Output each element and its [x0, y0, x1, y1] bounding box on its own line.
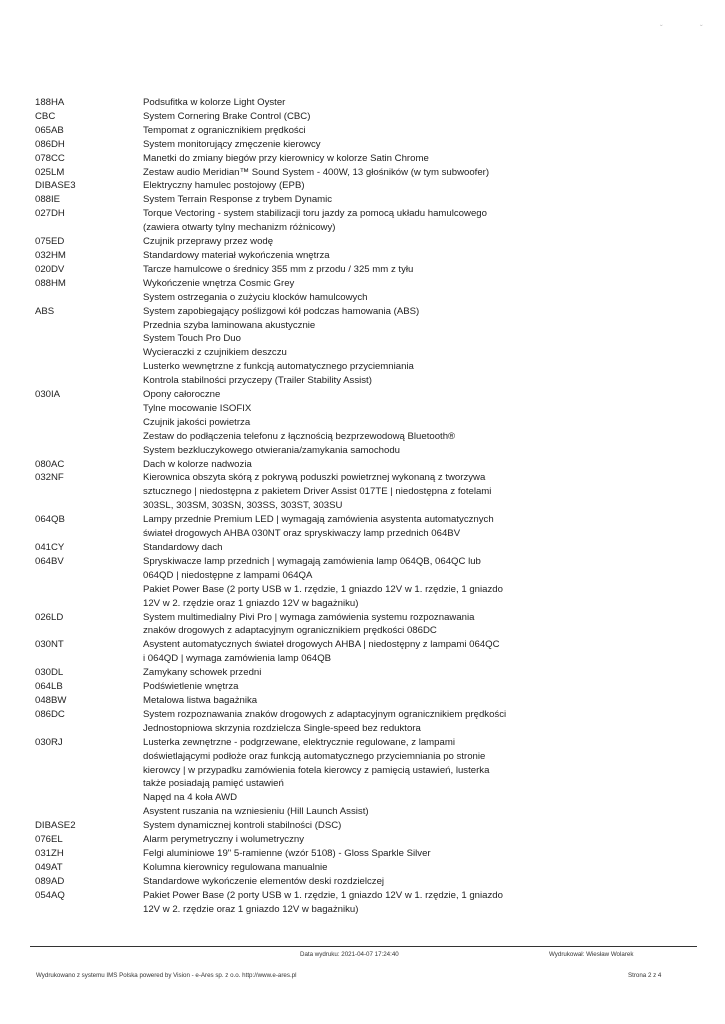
option-description: System monitorujący zmęczenie kierowcy: [143, 138, 321, 150]
equipment-row: [35, 124, 695, 138]
option-description: świateł drogowych AHBA 030NT oraz spryskiwaczy lamp przednich 064BV: [143, 528, 461, 540]
equipment-row: [35, 750, 695, 764]
option-code: 027DH: [35, 208, 65, 220]
option-description: i 064QD | wymaga zamówienia lamp 064QB: [143, 653, 332, 665]
option-code: [35, 805, 143, 819]
option-description: Pakiet Power Base (2 porty USB w 1. rzędzie, 1 gniazdo 12V w 1. rzędzie, 1 gniazdo: [143, 889, 503, 901]
option-code: 088IE: [35, 194, 61, 206]
option-description: Torque Vectoring - system stabilizacji toru jazdy za pomocą układu hamulcowego: [143, 208, 487, 220]
equipment-row: [35, 360, 695, 374]
option-code: 086DH: [35, 138, 65, 150]
option-code: [35, 221, 143, 235]
equipment-row: [35, 638, 695, 652]
option-code: [35, 291, 143, 305]
equipment-row: [35, 569, 695, 583]
equipment-row: [35, 875, 695, 889]
option-code: 030NT: [35, 639, 64, 651]
option-description: System Cornering Brake Control (CBC): [143, 110, 311, 122]
equipment-row: [35, 374, 695, 388]
option-code: 025LM: [35, 166, 65, 178]
equipment-row: [35, 680, 695, 694]
equipment-row: [35, 764, 695, 778]
option-description: (zawiera otwarty tylny mechanizm różnicowy): [143, 222, 336, 234]
equipment-row: [35, 346, 695, 360]
equipment-row: [35, 833, 695, 847]
option-code: CBC: [35, 110, 56, 122]
option-description: Zestaw audio Meridian™ Sound System - 400W, 13 głośników (w tym subwoofer): [143, 166, 490, 178]
equipment-row: [35, 597, 695, 611]
equipment-row: [35, 458, 695, 472]
option-description: kierowcy | w przypadku zamówienia fotela kierowcy z pamięcią ustawień, lusterka: [143, 764, 490, 776]
scan-mark: ˇ: [700, 24, 703, 33]
print-date: Data wydruku: 2021-04-07 17:24:40: [300, 951, 399, 958]
option-description: 12V w 2. rzędzie oraz 1 gniazdo 12V w bagażniku): [143, 597, 359, 609]
option-code: 030IA: [35, 389, 61, 401]
equipment-row: [35, 193, 695, 207]
option-code: DIBASE3: [35, 180, 76, 192]
option-code: [35, 722, 143, 736]
option-description: Dach w kolorze nadwozia: [143, 458, 252, 470]
option-code: 080AC: [35, 458, 65, 470]
equipment-row: [35, 235, 695, 249]
option-code: 048BW: [35, 694, 67, 706]
equipment-row: [35, 388, 695, 402]
equipment-row: [35, 319, 695, 333]
option-description: Manetki do zmiany biegów przy kierownicy w kolorze Satin Chrome: [143, 152, 429, 164]
option-code: 188HA: [35, 97, 65, 108]
option-code: [35, 569, 143, 583]
option-description: Lampy przednie Premium LED | wymagają zamówienia asystenta automatycznych: [143, 514, 494, 526]
equipment-row: [35, 722, 695, 736]
option-code: 049AT: [35, 861, 63, 873]
equipment-row: [35, 152, 695, 166]
option-code: 089AD: [35, 875, 65, 887]
option-code: 075ED: [35, 236, 65, 248]
option-description: Przednia szyba laminowana akustycznie: [143, 319, 316, 331]
option-description: 303SL, 303SM, 303SN, 303SS, 303ST, 303SU: [143, 500, 343, 512]
option-code: [35, 764, 143, 778]
option-description: Tylne mocowanie ISOFIX: [143, 402, 252, 414]
option-description: Standardowy dach: [143, 542, 223, 553]
option-description: 064QD | niedostępne z lampami 064QA: [143, 569, 313, 581]
equipment-row: [35, 249, 695, 263]
equipment-row: [35, 527, 695, 541]
equipment-row: [35, 791, 695, 805]
equipment-row: [35, 611, 695, 625]
option-description: sztucznego | niedostępna z pakietem Driver Assist 017TE | niedostępna z fotelami: [143, 486, 492, 498]
equipment-row: [35, 652, 695, 666]
equipment-row: [35, 777, 695, 791]
equipment-row: [35, 903, 695, 917]
equipment-row: [35, 305, 695, 319]
equipment-row: [35, 207, 695, 221]
equipment-row: [35, 513, 695, 527]
page-number: Strona 2 z 4: [628, 972, 662, 979]
option-description: znaków drogowych z adaptacyjnym ogranicznikiem prędkości 086DC: [143, 625, 437, 637]
equipment-row: [35, 416, 695, 430]
option-description: Asystent automatycznych świateł drogowych AHBA | niedostępny z lampami 064QC: [143, 639, 500, 651]
equipment-list: [35, 96, 695, 916]
option-code: [35, 750, 143, 764]
option-code: 020DV: [35, 263, 65, 275]
option-code: ABS: [35, 305, 55, 317]
equipment-row: [35, 889, 695, 903]
option-description: Elektryczny hamulec postojowy (EPB): [143, 180, 305, 192]
option-code: 041CY: [35, 542, 65, 553]
option-code: [35, 527, 143, 541]
option-code: [35, 597, 143, 611]
option-code: [35, 374, 143, 388]
equipment-row: [35, 430, 695, 444]
option-description: System ostrzegania o zużyciu klocków hamulcowych: [143, 291, 368, 303]
option-code: 030DL: [35, 667, 64, 679]
option-code: [35, 346, 143, 360]
equipment-row: [35, 555, 695, 569]
option-description: Czujnik przeprawy przez wodę: [143, 236, 274, 248]
option-code: 054AQ: [35, 889, 65, 901]
equipment-row: [35, 277, 695, 291]
option-code: [35, 402, 143, 416]
option-code: [35, 652, 143, 666]
option-description: doświetlającymi podłoże oraz funkcją automatycznego przyciemniania po stronie: [143, 750, 486, 762]
equipment-row: [35, 332, 695, 346]
footer-divider: [30, 946, 697, 947]
option-code: [35, 360, 143, 374]
option-description: Alarm perymetryczny i wolumetryczny: [143, 834, 304, 846]
equipment-row: [35, 444, 695, 458]
equipment-row: [35, 666, 695, 680]
option-description: Lusterko wewnętrzne z funkcją automatycznego przyciemniania: [143, 361, 414, 373]
option-description: System Terrain Response z trybem Dynamic: [143, 194, 333, 206]
option-code: [35, 485, 143, 499]
option-description: System rozpoznawania znaków drogowych z adaptacyjnym ogranicznikiem prędkości: [143, 708, 507, 720]
equipment-row: [35, 221, 695, 235]
option-description: Opony całoroczne: [143, 389, 221, 401]
equipment-row: [35, 96, 695, 110]
equipment-row: [35, 805, 695, 819]
option-code: [35, 903, 143, 917]
option-description: Standardowe wykończenie elementów deski rozdzielczej: [143, 875, 385, 887]
equipment-row: [35, 541, 695, 555]
option-description: Kontrola stabilności przyczepy (Trailer Stability Assist): [143, 375, 372, 387]
option-description: Tempomat z ogranicznikiem prędkości: [143, 124, 306, 136]
option-description: Spryskiwacze lamp przednich | wymagają zamówienia lamp 064QB, 064QC lub: [143, 555, 481, 567]
option-description: Pakiet Power Base (2 porty USB w 1. rzędzie, 1 gniazdo 12V w 1. rzędzie, 1 gniazdo: [143, 583, 503, 595]
option-code: 086DC: [35, 708, 65, 720]
equipment-row: [35, 291, 695, 305]
option-description: System bezkluczykowego otwierania/zamykania samochodu: [143, 444, 401, 456]
source-system: Wydrukowano z systemu IMS Polska powered by Vision - e-Ares sp. z o.o. http://www.e-ares.pl: [36, 972, 297, 979]
option-description: 12V w 2. rzędzie oraz 1 gniazdo 12V w bagażniku): [143, 903, 359, 915]
equipment-row: [35, 736, 695, 750]
option-description: System multimedialny Pivi Pro | wymaga zamówienia systemu rozpoznawania: [143, 611, 475, 623]
equipment-row: [35, 847, 695, 861]
option-code: 032NF: [35, 472, 64, 484]
option-description: Napęd na 4 koła AWD: [143, 792, 238, 804]
option-code: [35, 583, 143, 597]
option-code: [35, 444, 143, 458]
scan-mark: ˇ: [660, 24, 663, 33]
option-description: Jednostopniowa skrzynia rozdzielcza Single-speed bez reduktora: [143, 722, 421, 734]
equipment-row: [35, 166, 695, 180]
option-description: Wycieraczki z czujnikiem deszczu: [143, 347, 287, 359]
equipment-row: [35, 138, 695, 152]
option-description: Zestaw do podłączenia telefonu z łącznością bezprzewodową Bluetooth®: [143, 430, 456, 442]
option-code: [35, 791, 143, 805]
option-description: Kierownica obszyta skórą z pokrywą poduszki powietrznej wykonaną z tworzywa: [143, 472, 486, 484]
option-code: 078CC: [35, 152, 65, 164]
option-description: Felgi aluminiowe 19" 5-ramienne (wzór 5108) - Gloss Sparkle Silver: [143, 847, 431, 859]
equipment-row: [35, 485, 695, 499]
option-code: [35, 499, 143, 513]
equipment-row: [35, 708, 695, 722]
option-description: Czujnik jakości powietrza: [143, 416, 251, 428]
option-code: [35, 777, 143, 791]
option-code: 064LB: [35, 681, 63, 693]
option-description: Zamykany schowek przedni: [143, 667, 262, 679]
option-description: Wykończenie wnętrza Cosmic Grey: [143, 277, 295, 289]
option-code: 064QB: [35, 514, 65, 526]
option-description: Kolumna kierownicy regulowana manualnie: [143, 861, 328, 873]
option-code: 076EL: [35, 834, 63, 846]
option-code: 065AB: [35, 124, 64, 136]
option-description: Metalowa listwa bagażnika: [143, 694, 258, 706]
option-code: 030RJ: [35, 736, 63, 748]
equipment-row: [35, 263, 695, 277]
equipment-row: [35, 402, 695, 416]
equipment-row: [35, 861, 695, 875]
option-code: 031ZH: [35, 847, 64, 859]
equipment-row: [35, 110, 695, 124]
printed-by: Wydrukował: Wiesław Wolarek: [549, 951, 634, 958]
option-description: Podsufitka w kolorze Light Oyster: [143, 97, 286, 108]
option-description: Lusterka zewnętrzne - podgrzewane, elektrycznie regulowane, z lampami: [143, 736, 455, 748]
option-code: [35, 416, 143, 430]
equipment-row: [35, 583, 695, 597]
option-description: Podświetlenie wnętrza: [143, 681, 239, 693]
option-code: [35, 624, 143, 638]
equipment-row: [35, 624, 695, 638]
option-code: 088HM: [35, 277, 66, 289]
option-description: System zapobiegający poślizgowi kół podczas hamowania (ABS): [143, 305, 420, 317]
option-description: Standardowy materiał wykończenia wnętrza: [143, 249, 330, 261]
equipment-row: [35, 819, 695, 833]
option-code: 026LD: [35, 611, 64, 623]
equipment-row: [35, 499, 695, 513]
option-code: [35, 332, 143, 346]
option-description: Tarcze hamulcowe o średnicy 355 mm z przodu / 325 mm z tyłu: [143, 263, 414, 275]
equipment-row: [35, 694, 695, 708]
option-code: [35, 319, 143, 333]
equipment-row: [35, 179, 695, 193]
option-description: także posiadają pamięć ustawień: [143, 778, 284, 790]
option-code: [35, 430, 143, 444]
option-code: 064BV: [35, 555, 64, 567]
option-description: System Touch Pro Duo: [143, 333, 241, 345]
option-code: DIBASE2: [35, 820, 76, 832]
option-description: System dynamicznej kontroli stabilności (DSC): [143, 820, 342, 832]
option-code: 032HM: [35, 249, 66, 261]
option-description: Asystent ruszania na wzniesieniu (Hill Launch Assist): [143, 806, 369, 818]
equipment-row: [35, 471, 695, 485]
